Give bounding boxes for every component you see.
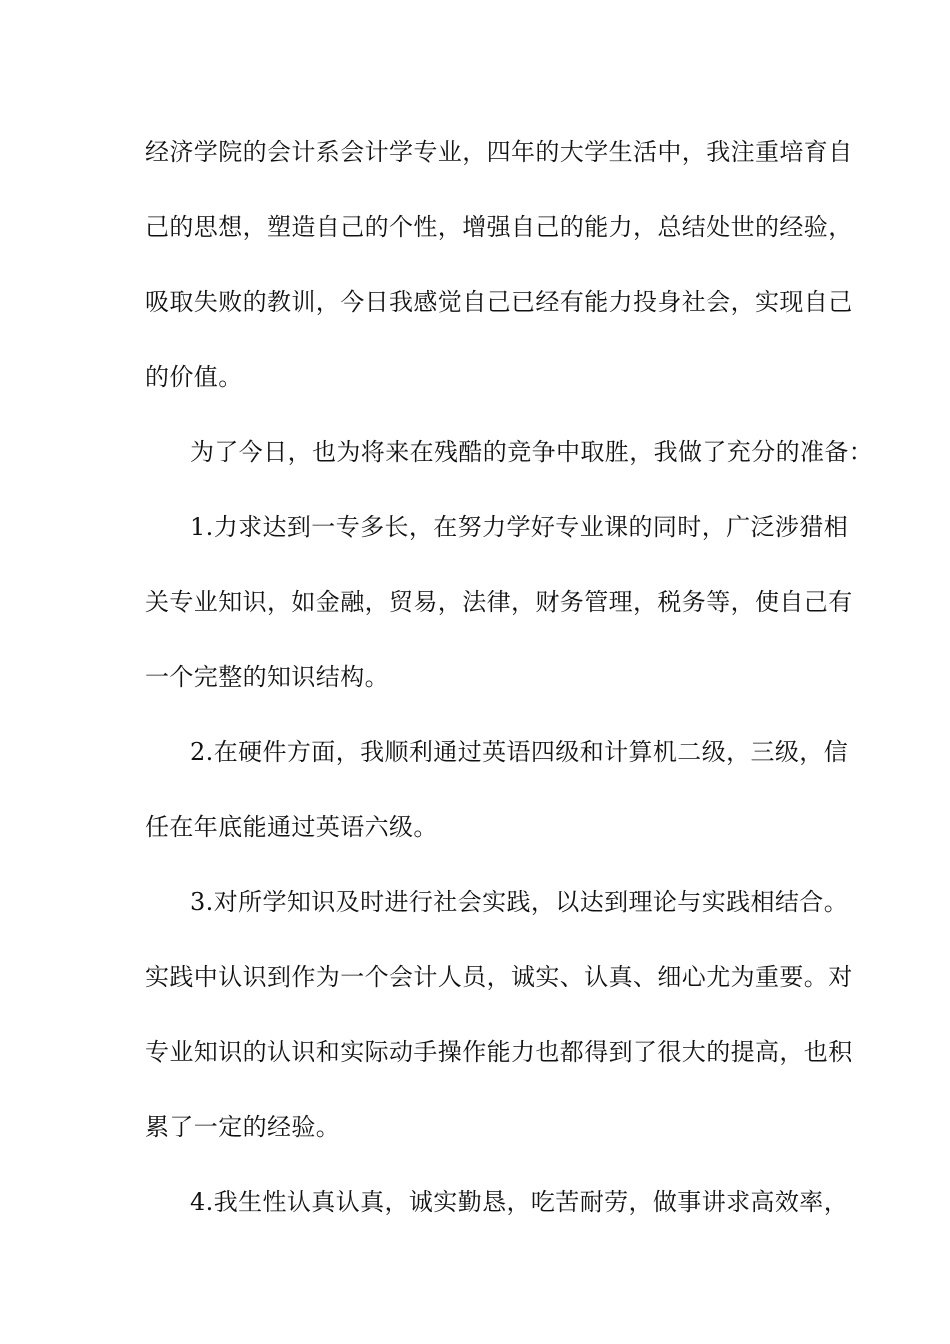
text-line: 专业知识的认识和实际动手操作能力也都得到了很大的提高，也积	[145, 1038, 853, 1066]
list-item-2-first-line: 2.在硬件方面，我顺利通过英语四级和计算机二级，三级，信	[190, 738, 849, 766]
text-line: 任在年底能通过英语六级。	[145, 813, 438, 841]
text-line: 吸取失败的教训，今日我感觉自己已经有能力投身社会，实现自己	[145, 288, 853, 316]
text-line: 己的思想，塑造自己的个性，增强自己的能力，总结处世的经验，	[145, 213, 853, 241]
text-line: 一个完整的知识结构。	[145, 663, 389, 691]
list-item-3-first-line: 3.对所学知识及时进行社会实践，以达到理论与实践相结合。	[190, 888, 849, 916]
text-line: 关专业知识，如金融，贸易，法律，财务管理，税务等，使自己有	[145, 588, 853, 616]
text-line: 累了一定的经验。	[145, 1113, 341, 1141]
text-line: 实践中认识到作为一个会计人员，诚实、认真、细心尤为重要。对	[145, 963, 853, 991]
list-item-4-first-line: 4.我生性认真认真，诚实勤恳，吃苦耐劳，做事讲求高效率，	[190, 1188, 849, 1216]
paragraph-first-line: 为了今日，也为将来在残酷的竞争中取胜，我做了充分的准备：	[190, 438, 874, 466]
list-item-1-first-line: 1.力求达到一专多长，在努力学好专业课的同时，广泛涉猎相	[190, 513, 849, 541]
text-line: 经济学院的会计系会计学专业，四年的大学生活中，我注重培育自	[145, 138, 853, 166]
text-line: 的价值。	[145, 363, 243, 391]
